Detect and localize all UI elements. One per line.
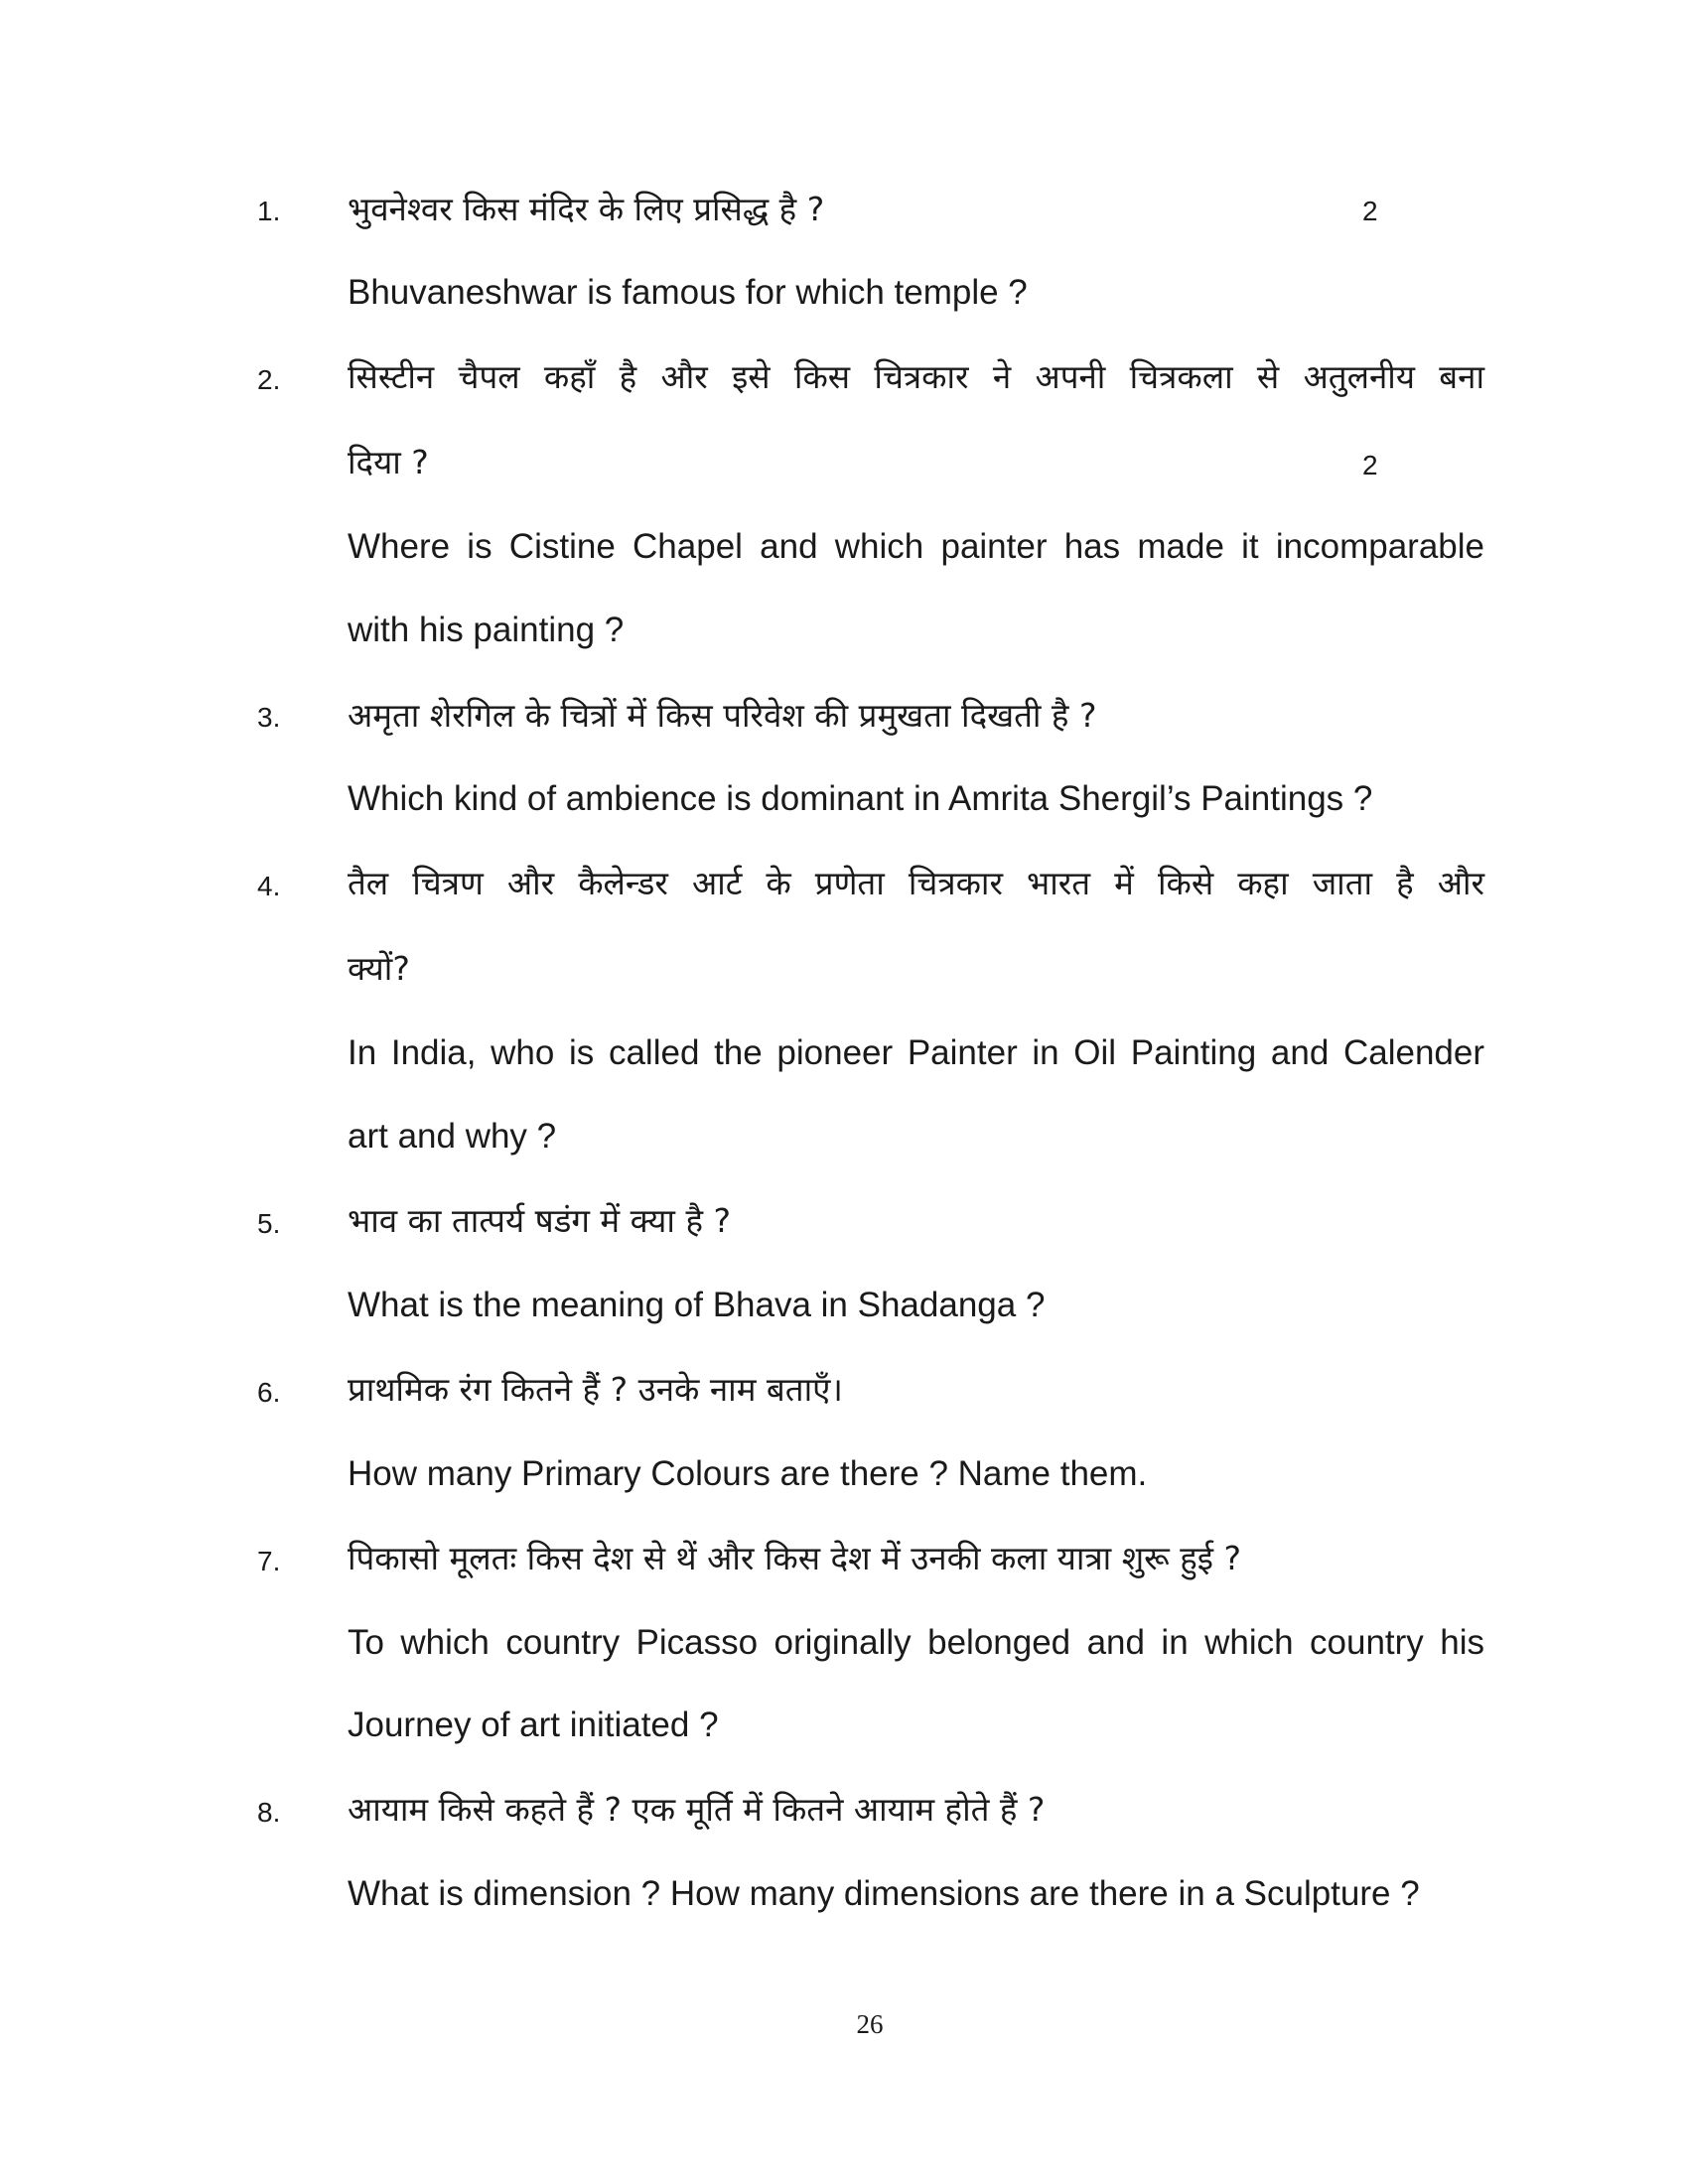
question-number: 3. bbox=[257, 702, 281, 733]
question-hindi-text: सिस्टीन चैपल कहाँ है और इसे किस चित्रकार ने अपनी चित्रकला से अतुलनीय बना bbox=[348, 357, 1484, 396]
question-english-text: What is the meaning of Bhava in Shadanga ? bbox=[348, 1286, 1046, 1324]
question-english-text: Bhuvaneshwar is famous for which temple ? bbox=[348, 273, 1028, 312]
question-number: 8. bbox=[257, 1797, 281, 1828]
question-hindi-text: अमृता शेरगिल के चित्रों में किस परिवेश की प्रमुखता दिखती है ? bbox=[348, 696, 1097, 735]
question-hindi-text: क्यों? bbox=[348, 949, 410, 988]
question-number: 7. bbox=[257, 1546, 281, 1576]
question-hindi-text: दिया ? bbox=[348, 443, 429, 481]
question-english-text: What is dimension ? How many dimensions are there in a Sculpture ? bbox=[348, 1874, 1420, 1913]
question-english-text: art and why ? bbox=[348, 1117, 557, 1156]
question-number: 1. bbox=[257, 196, 281, 226]
question-hindi-text: भाव का तात्पर्य षडंग में क्या है ? bbox=[348, 1201, 731, 1240]
question-english-text: Which kind of ambience is dominant in Amrita Shergil’s Paintings ? bbox=[348, 779, 1373, 818]
question-number: 2. bbox=[257, 364, 281, 395]
question-english-text: In India, who is called the pioneer Painter in Oil Painting and Calender bbox=[348, 1033, 1484, 1072]
question-number: 6. bbox=[257, 1377, 281, 1408]
question-english-text: How many Primary Colours are there ? Name them. bbox=[348, 1454, 1148, 1493]
question-hindi-text: प्राथमिक रंग कितने हैं ? उनके नाम बताएँ। bbox=[348, 1370, 843, 1409]
page-number: 26 bbox=[856, 2009, 884, 2039]
question-number: 5. bbox=[257, 1208, 281, 1239]
question-english-text: Where is Cistine Chapel and which painter has made it incomparable bbox=[348, 527, 1484, 566]
question-hindi-text: भुवनेश्वर किस मंदिर के लिए प्रसिद्ध है ? bbox=[348, 190, 825, 228]
question-english-text: To which country Picasso originally belonged and in which country his bbox=[348, 1623, 1484, 1662]
question-marks: 2 bbox=[1362, 450, 1378, 480]
question-english-text: Journey of art initiated ? bbox=[348, 1706, 719, 1744]
question-number: 4. bbox=[257, 871, 281, 901]
question-marks: 2 bbox=[1362, 196, 1378, 226]
question-hindi-text: तैल चित्रण और कैलेन्डर आर्ट के प्रणेता चित्रकार भारत में किसे कहा जाता है और bbox=[348, 864, 1484, 902]
question-english-text: with his painting ? bbox=[348, 611, 625, 649]
question-hindi-text: पिकासो मूलतः किस देश से थें और किस देश में उनकी कला यात्रा शुरू हुई ? bbox=[348, 1539, 1242, 1577]
question-hindi-text: आयाम किसे कहते हैं ? एक मूर्ति में कितने आयाम होते हैं ? bbox=[348, 1790, 1046, 1829]
